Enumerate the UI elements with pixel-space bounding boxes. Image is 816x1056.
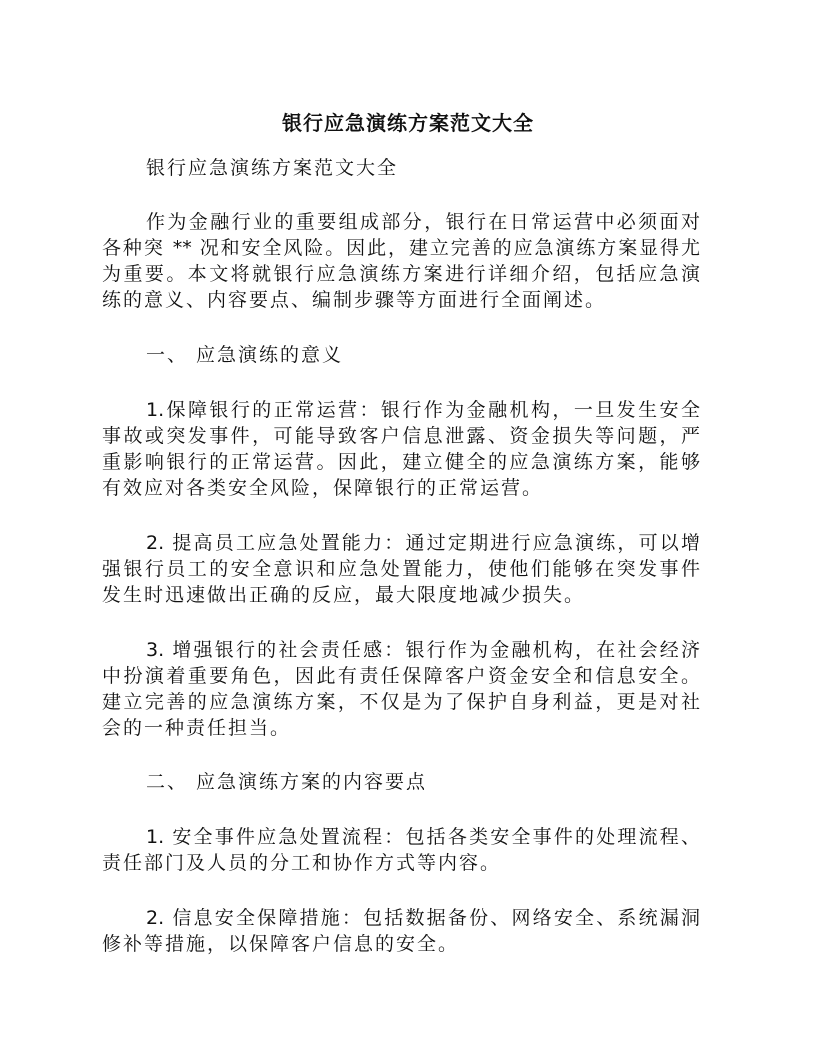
- text-line: 练的意义、内容要点、编制步骤等方面进行全面阐述。: [102, 289, 607, 311]
- text-line: 银行应急演练方案范文大全: [146, 157, 399, 179]
- text-line: 2. 信息安全保障措施：包括数据备份、网络安全、系统漏洞: [146, 907, 700, 929]
- paragraph: [102, 530, 700, 608]
- text-line: 事故或突发事件，可能导致客户信息泄露、资金损失等问题，严: [102, 425, 700, 447]
- paragraph: [102, 155, 700, 181]
- paragraph: [102, 209, 700, 313]
- text-line: 责任部门及人员的分工和协作方式等内容。: [102, 852, 502, 874]
- text-line: 一、 应急演练的意义: [146, 344, 344, 366]
- document-title: 银行应急演练方案范文大全: [282, 111, 534, 135]
- paragraph: [102, 637, 700, 741]
- text-line: 会的一种责任担当。: [102, 717, 292, 739]
- text-line: 二、 应急演练方案的内容要点: [146, 771, 428, 793]
- text-line: 重影响银行的正常运营。因此，建立健全的应急演练方案，能够: [102, 451, 700, 473]
- text-line: 2. 提高员工应急处置能力：通过定期进行应急演练，可以增: [146, 532, 700, 554]
- paragraph: [102, 342, 700, 368]
- paragraph: [102, 824, 700, 876]
- text-line: 3. 增强银行的社会责任感：银行作为金融机构，在社会经济: [146, 639, 700, 661]
- paragraph: [102, 769, 700, 795]
- paragraph: [102, 397, 700, 501]
- text-line: 1.保障银行的正常运营：银行作为金融机构，一旦发生安全: [146, 399, 700, 421]
- text-line: 有效应对各类安全风险，保障银行的正常运营。: [102, 477, 544, 499]
- text-line: 建立完善的应急演练方案，不仅是为了保护自身利益，更是对社: [102, 691, 700, 713]
- text-line: 各种突 ** 况和安全风险。因此，建立完善的应急演练方案显得尤: [102, 237, 700, 259]
- paragraph: [102, 905, 700, 957]
- text-line: 发生时迅速做出正确的反应，最大限度地减少损失。: [102, 584, 586, 606]
- text-line: 为重要。本文将就银行应急演练方案进行详细介绍，包括应急演: [102, 263, 700, 285]
- text-line: 1. 安全事件应急处置流程：包括各类安全事件的处理流程、: [146, 826, 700, 848]
- text-line: 强银行员工的安全意识和应急处置能力，使他们能够在突发事件: [102, 558, 700, 580]
- text-line: 中扮演着重要角色，因此有责任保障客户资金安全和信息安全。: [102, 665, 700, 687]
- text-line: 修补等措施，以保障客户信息的安全。: [102, 933, 460, 955]
- text-line: 作为金融行业的重要组成部分，银行在日常运营中必须面对: [146, 211, 700, 233]
